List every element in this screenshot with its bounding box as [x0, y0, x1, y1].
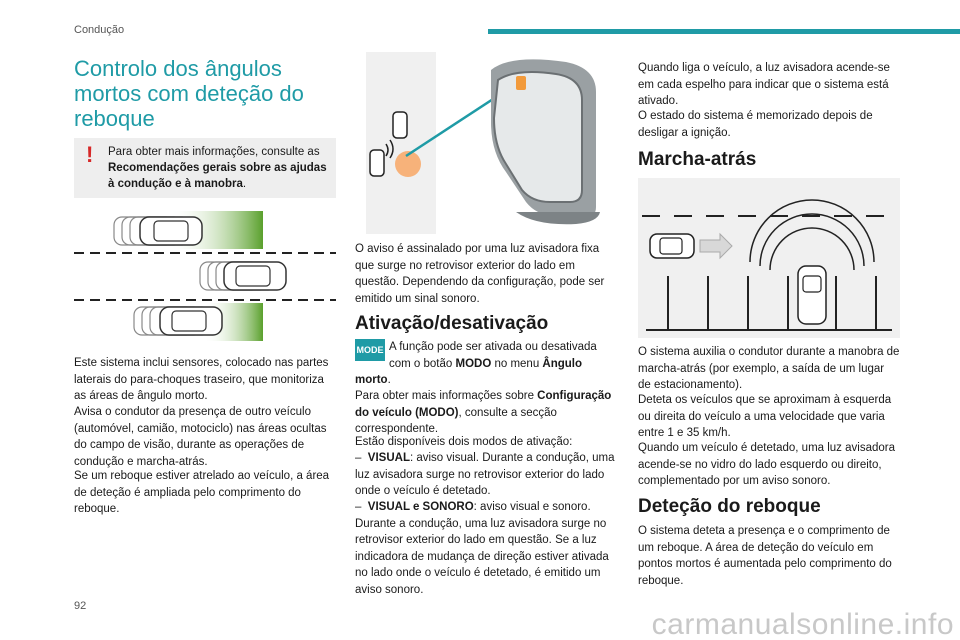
blind-spot-figure: [74, 207, 336, 347]
col2-modes-intro: Estão disponíveis dois modos de ativação:: [355, 436, 573, 448]
mode1-text: : aviso visual. Durante a condução, uma luz avisadora surge no retrovisor exterior do lado onde o veículo é detetado.: [355, 452, 615, 497]
col2-mode2: [355, 499, 617, 598]
col1-paragraph-2: Avisa o condutor da presença de outro veículo (automóvel, camião, motociclo) nas áreas ocultas do campo de visão, durante as operações de condução e marcha-atrás.: [74, 406, 327, 468]
col3-paragraph-1: Quando liga o veículo, a luz avisadora acende-se em cada espelho para indicar que o sistema está ativado.: [638, 62, 890, 107]
note-bold-link: Recomendações gerais sobre as ajudas à condução e à manobra: [108, 162, 327, 190]
col3-paragraph-2: O estado do sistema é memorizado depois de desligar a ignição.: [638, 110, 873, 139]
act-end: .: [387, 374, 391, 386]
note-end: .: [242, 178, 247, 190]
note-box: [74, 138, 336, 198]
heading-trailer: Deteção do reboque: [638, 496, 821, 517]
col3-paragraph-5: Quando um veículo é detetado, uma luz avisadora acende-se no vidro do lado esquerdo ou direito, complementado por um aviso sonoro.: [638, 442, 895, 487]
col2-mode1: [355, 450, 617, 500]
reverse-parking-figure: [638, 178, 900, 338]
col2-activation-text: [355, 339, 617, 389]
mode-button-icon: MODE: [355, 339, 385, 361]
header-accent-bar: [488, 29, 960, 34]
col2-info-text: [355, 388, 617, 438]
col3-paragraph-6: O sistema deteta a presença e o comprimento de um reboque. A área de deteção do veículo em pontos mortos é aumentada pelo comprimento do reboque.: [638, 525, 892, 587]
note-line1: Para obter mais informações, consulte as: [108, 146, 320, 158]
info-pre: Para obter mais informações sobre: [355, 390, 538, 402]
heading-activation: Ativação/desativação: [355, 313, 549, 334]
page-number: 92: [74, 600, 87, 612]
col3-paragraph-3: O sistema auxilia o condutor durante a manobra de marcha-atrás (por exemplo, a saída de um lugar de estacionamento).: [638, 346, 900, 391]
info-end: , consulte a secção correspondente.: [355, 406, 557, 435]
col1-paragraph-1: Este sistema inclui sensores, colocado nas partes laterais do para-choques traseiro, que monitoriza as áreas de ângulo morto.: [74, 357, 329, 402]
watermark: carmanualsonline.info: [651, 608, 954, 640]
act-bold-angulo: Ângulo morto: [355, 357, 583, 386]
col2-paragraph-1: O aviso é assinalado por uma luz avisadora fixa que surge no retrovisor exterior do lado em questão. Dependendo da configuração, pode ser emitido um sinal sonoro.: [355, 243, 605, 305]
mode1-dash: –: [355, 452, 362, 464]
col1-paragraph-3: Se um reboque estiver atrelado ao veículo, a área de deteção é ampliada pelo comprimento do reboque.: [74, 470, 330, 515]
mirror-warning-figure: [366, 52, 616, 234]
header-section-label: Condução: [74, 24, 125, 36]
mode2-text: : aviso visual e sonoro. Durante a condução, uma luz avisadora surge no retrovisor exterior do lado em questão. Se a luz indicadora de mudança de direção estiver ativada no lado onde o veículo é detetado, é emitido um aviso sonoro.: [355, 501, 609, 596]
act-bold-modo: MODO: [455, 357, 492, 370]
mode1-label: VISUAL: [367, 452, 410, 464]
act-mid: no menu: [491, 357, 543, 370]
mode2-label: VISUAL e SONORO: [367, 501, 474, 513]
act-pre: A função pode ser ativada ou desativada com o botão: [389, 341, 597, 370]
heading-reverse: Marcha-atrás: [638, 149, 757, 170]
col3-paragraph-4: Deteta os veículos que se aproximam à esquerda ou direita do veículo a uma velocidade que varia entre 1 e 35 km/h.: [638, 394, 892, 439]
info-bold: Configuração do veículo (MODO): [355, 390, 612, 419]
page-title: Controlo dos ângulos mortos com deteção do reboque: [74, 56, 304, 131]
note-line2: [82, 160, 328, 192]
exclamation-icon: !: [86, 142, 94, 167]
mode2-dash: –: [355, 501, 362, 513]
